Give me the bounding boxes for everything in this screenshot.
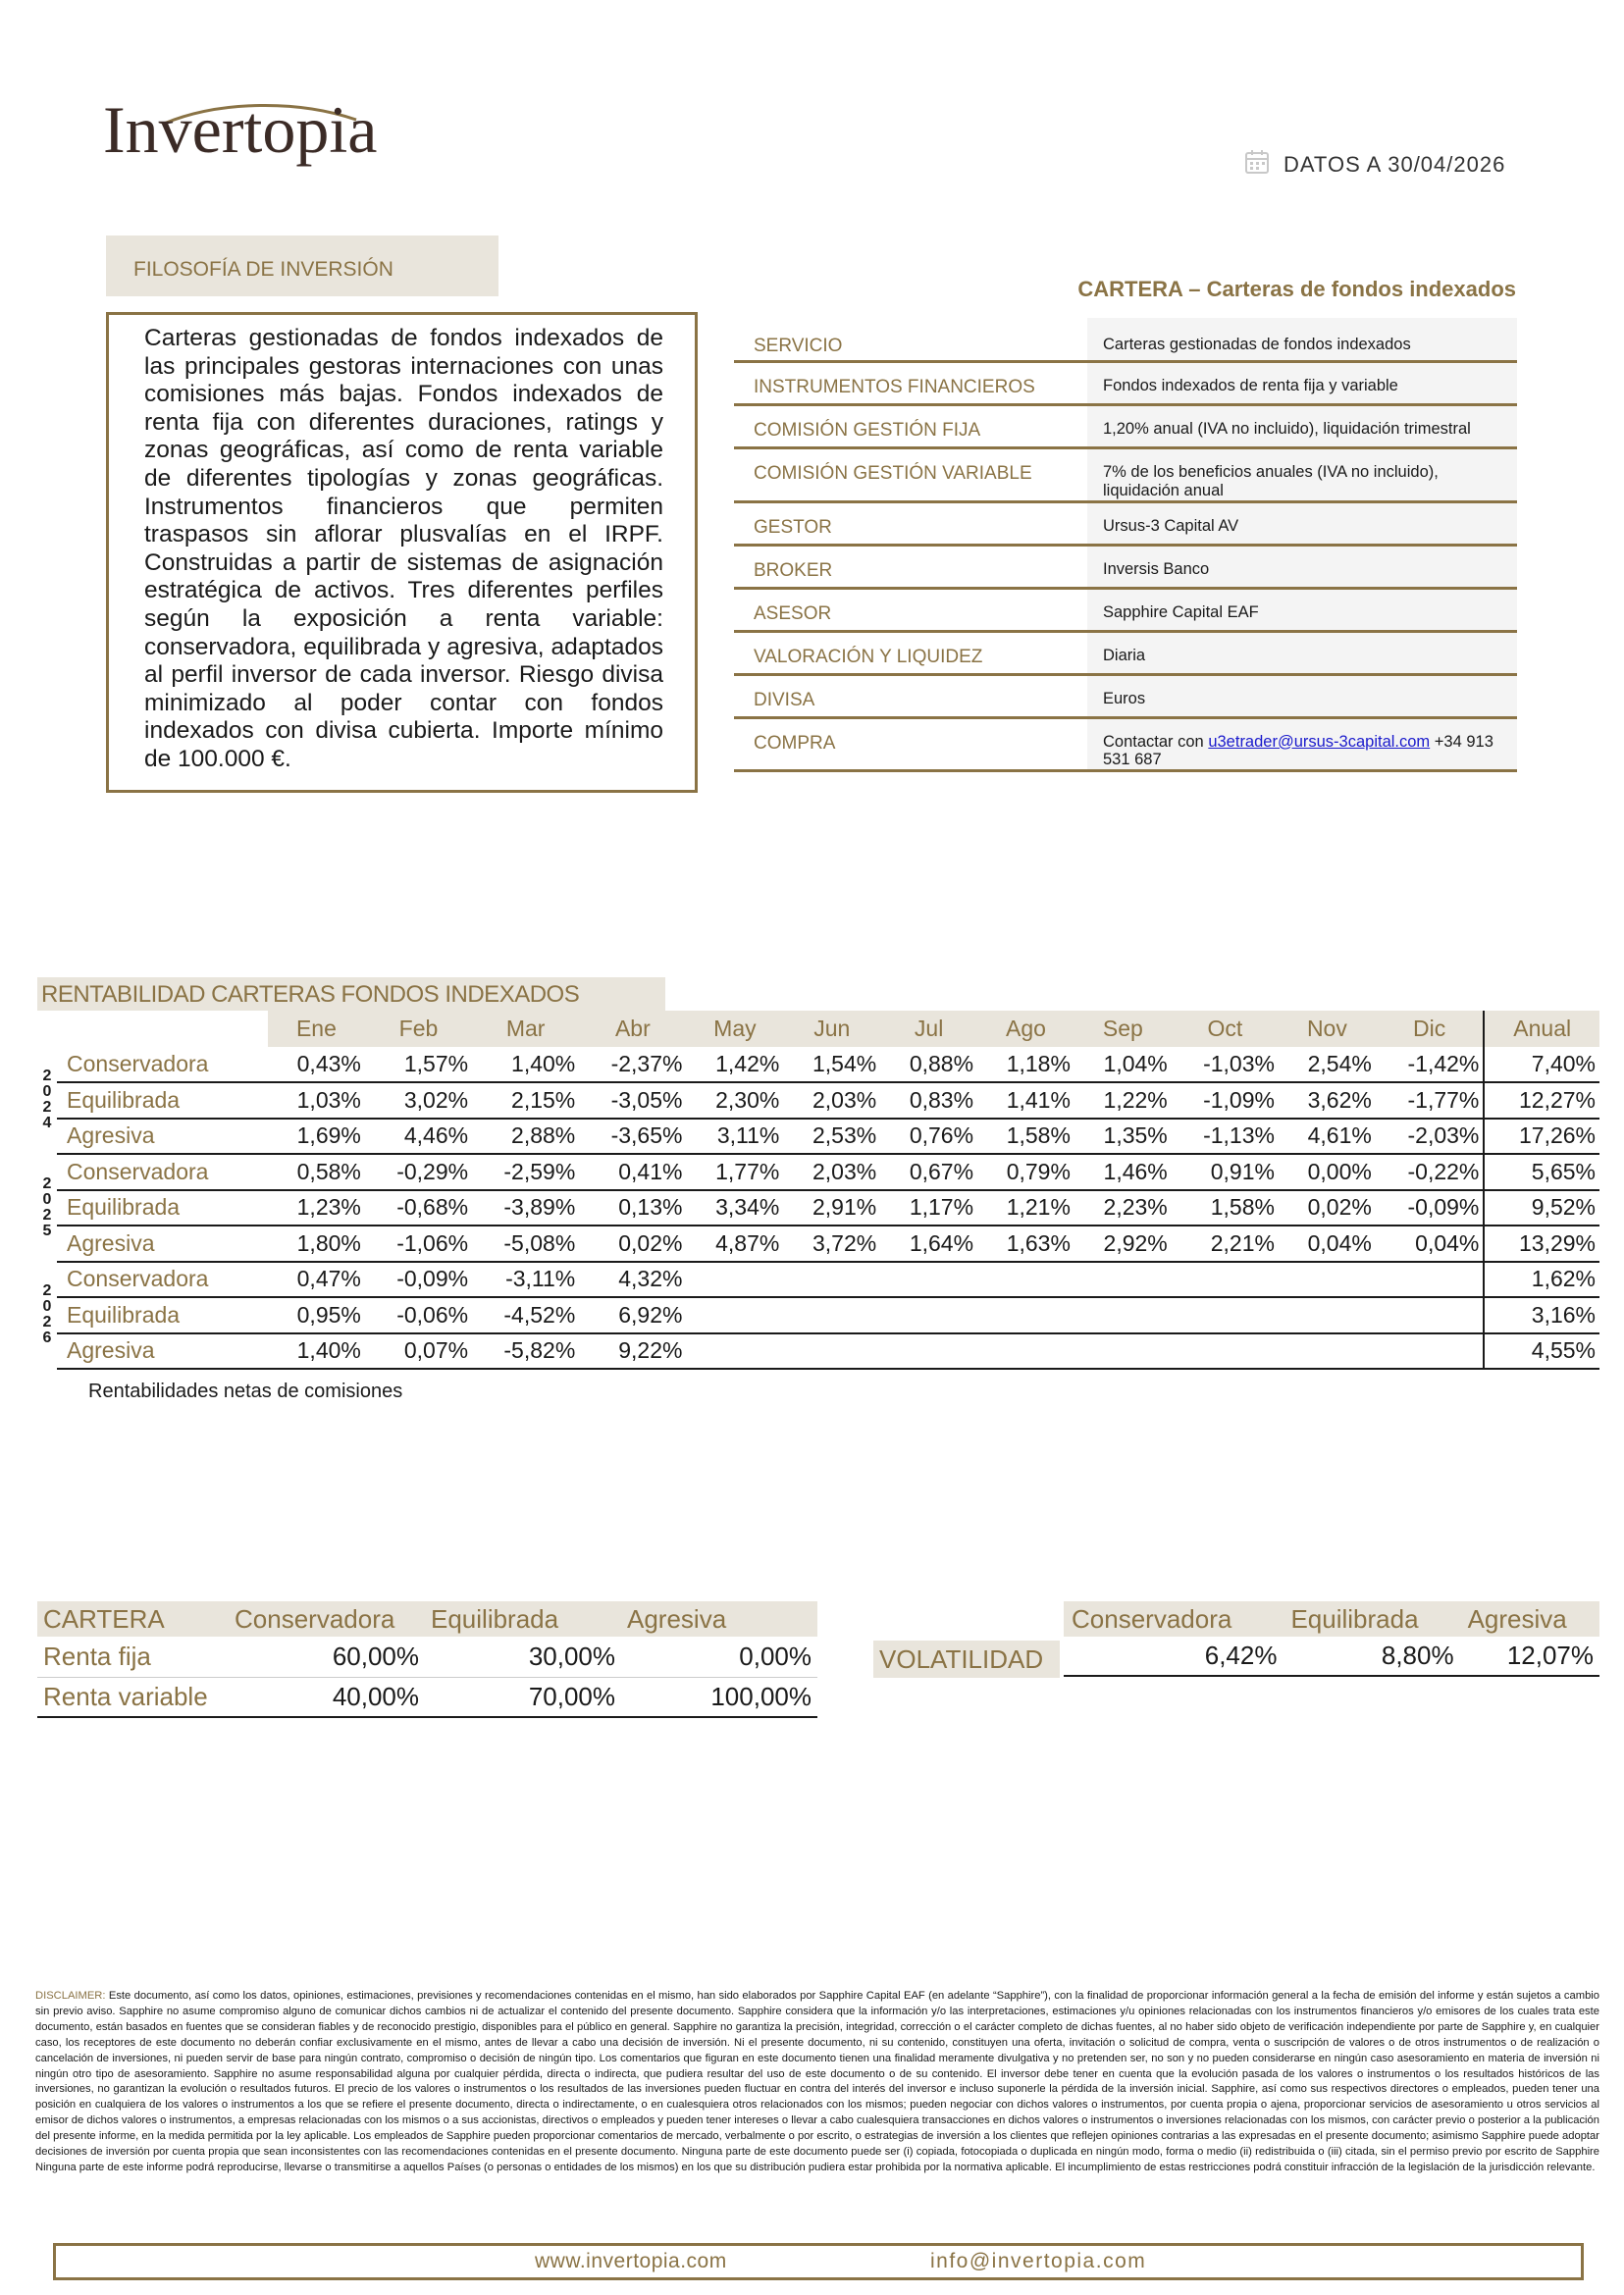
returns-row	[37, 1333, 1599, 1370]
monthly-return: 3,62%	[1279, 1082, 1376, 1119]
returns-row	[37, 1226, 1599, 1262]
monthly-return: 4,32%	[579, 1262, 686, 1298]
cartera-info-row	[734, 545, 1517, 588]
monthly-return: 1,58%	[977, 1119, 1074, 1155]
monthly-return: 4,87%	[686, 1226, 783, 1262]
monthly-return: 2,54%	[1279, 1047, 1376, 1083]
monthly-return: -3,11%	[472, 1262, 579, 1298]
monthly-return	[783, 1262, 880, 1298]
profile-label: Conservadora	[57, 1154, 268, 1190]
monthly-return: 2,21%	[1172, 1226, 1279, 1262]
monthly-return	[977, 1297, 1074, 1333]
allocation-header: Equilibrada	[425, 1601, 621, 1637]
contact-email-link[interactable]: u3etrader@ursus-3capital.com	[1208, 732, 1431, 751]
monthly-return	[686, 1262, 783, 1298]
year-label: 2 0 2 4	[42, 1068, 52, 1132]
monthly-return: 4,61%	[1279, 1119, 1376, 1155]
monthly-return: -0,29%	[365, 1154, 472, 1190]
monthly-return: 0,07%	[365, 1333, 472, 1370]
monthly-return	[1074, 1262, 1172, 1298]
returns-row	[37, 1119, 1599, 1155]
allocation-label: Renta variable	[37, 1677, 229, 1717]
monthly-return: -1,09%	[1172, 1082, 1279, 1119]
calendar-icon	[1244, 149, 1270, 175]
monthly-return: 4,46%	[365, 1119, 472, 1155]
monthly-return	[783, 1333, 880, 1370]
cartera-info-row	[734, 404, 1517, 447]
returns-row	[37, 1190, 1599, 1226]
monthly-return: -1,03%	[1172, 1047, 1279, 1083]
monthly-return: -1,42%	[1376, 1047, 1485, 1083]
monthly-return: 1,40%	[472, 1047, 579, 1083]
annual-return: 7,40%	[1484, 1047, 1599, 1083]
monthly-return: 1,23%	[268, 1190, 365, 1226]
monthly-return: 1,54%	[783, 1047, 880, 1083]
monthly-return: 1,40%	[268, 1333, 365, 1370]
footer-frame	[53, 2243, 1584, 2280]
cartera-info-label: COMISIÓN GESTIÓN FIJA	[734, 404, 1087, 447]
monthly-return	[1376, 1297, 1485, 1333]
month-header: Dic	[1376, 1011, 1485, 1047]
monthly-return: 1,58%	[1172, 1190, 1279, 1226]
cartera-info-value: Diaria	[1087, 631, 1517, 674]
cartera-info-value: Sapphire Capital EAF	[1087, 588, 1517, 631]
allocation-row	[37, 1637, 817, 1677]
monthly-return: 0,88%	[880, 1047, 977, 1083]
monthly-return: 1,69%	[268, 1119, 365, 1155]
monthly-return: 1,42%	[686, 1047, 783, 1083]
returns-row	[37, 1082, 1599, 1119]
monthly-return	[1279, 1333, 1376, 1370]
monthly-return	[1172, 1297, 1279, 1333]
annual-header: Anual	[1484, 1011, 1599, 1047]
cartera-info-row	[734, 717, 1517, 770]
annual-return: 12,27%	[1484, 1082, 1599, 1119]
monthly-return: 9,22%	[579, 1333, 686, 1370]
monthly-return: 2,15%	[472, 1082, 579, 1119]
contact-prefix: Contactar con	[1103, 732, 1204, 751]
disclaimer-text: Este documento, así como los datos, opiniones, estimaciones, previsiones y recomendaciones contenidas en el mismo, han sido elaborados por Sapphire Capital EAF (en adelante “Sapphire”), con la finalidad de proporcionar información general a la fecha de emisión del informe y están sujetos a cambio sin previo aviso. Sapphire no asume compromiso alguno de comunicar dichos cambios ni de actualizar el contenido del presente documento. Sapphire considera que la información y/o las interpretaciones, estimaciones y/u opiniones relacionadas con los instrumentos financieros y/o emisores de los cuales trata este documento, están basados en fuentes que se consideran fiables y de reconocido prestigio, disponibles para el público en general. Sapphire no garantiza la precisión, integridad, corrección o el carácter completo de dichas fuentes, al no haber sido objeto de verificación independiente por parte de Sapphire y, en cualquier caso, los receptores de este documento no deberán confiar exclusivamente en el mismo, antes de llevar a cabo una decisión de inversión. Ni el presente documento, ni su contenido, constituyen una oferta, invitación o solicitud de compra, venta o suscripción de valores o de otros instrumentos o de realización o cancelación de inversiones, ni pueden servir de base para ningún contrato, compromiso o decisión de ningún tipo. Los comentarios que figuran en este documento tienen una finalidad meramente divulgativa y no pretenden ser, no son y no pueden considerarse en ningún caso asesoramiento en materia de inversión ni ningún otro tipo de asesoramiento. Sapphire no asume responsabilidad alguna por cualquier pérdida, directa o indirecta, que pudiera resultar del uso de este documento o de su contenido. El inversor debe tener en cuenta que la evolución pasada de los valores o instrumentos o los resultados históricos de las inversiones, no garantizan la evolución o resultados futuros. El precio de los valores o instrumentos o los resultados de las inversiones pueden fluctuar en contra del interés del inversor e incluso suponerle la pérdida de la inversión inicial. Sapphire, así como sus respectivos directores o empleados, pueden tener una posición en cualquiera de los valores o instrumentos a los que se refiere el presente documento, directa o indirectamente, o en cualesquiera otros relacionados con los mismos; pueden negociar con dichos valores o instrumentos, por cuenta propia o ajena, proporcionar servicios de asesoramiento u otros servicios al emisor de dichos valores o instrumentos, a empresas relacionadas con los mismos o a sus accionistas, directivos o empleados y pueden tener intereses o llevar a cabo cualesquiera transacciones en dichos valores o instrumentos o inversiones relacionadas con los mismos, con carácter previo o posterior a la publicación del presente informe, en la medida permitida por la ley aplicable. Los empleados de Sapphire pueden proporcionar comentarios de mercado, verbalmente o por escrito, o estrategias de inversión a los clientes que reflejen opiniones contrarias a las expresadas en el presente documento; asimismo Sapphire puede adoptar decisiones de inversión por cuenta propia que sean inconsistentes con las recomendaciones contenidas en el presente documento. Ninguna parte de este documento puede ser (i) copiada, fotocopiada o duplicada en ningún modo, forma o medio (ii) redistribuida o (iii) citada, sin el permiso previo por escrito de Sapphire Ninguna parte de este informe podrá reproducirse, llevarse o transmitirse a aquellos Países (o personas o entidades de los mismos) en los que su distribución pudiera estar prohibida por la normativa aplicable. El incumplimiento de estas restricciones podrá constituir infracción de la legislación de la jurisdicción relevante.	[35, 1990, 1599, 2173]
returns-table	[37, 1011, 1599, 1370]
monthly-return	[1376, 1333, 1485, 1370]
annual-return: 9,52%	[1484, 1190, 1599, 1226]
returns-row	[37, 1297, 1599, 1333]
invertopia-logo[interactable]: Invertopia	[103, 92, 378, 167]
allocation-value: 70,00%	[425, 1677, 621, 1717]
monthly-return: 0,76%	[880, 1119, 977, 1155]
profile-label: Agresiva	[57, 1119, 268, 1155]
monthly-return: -5,08%	[472, 1226, 579, 1262]
monthly-return: -3,89%	[472, 1190, 579, 1226]
monthly-return: 1,03%	[268, 1082, 365, 1119]
monthly-return: -2,37%	[579, 1047, 686, 1083]
philosophy-box	[106, 312, 698, 793]
cartera-info-value: Carteras gestionadas de fondos indexados	[1087, 318, 1517, 361]
monthly-return: 6,92%	[579, 1297, 686, 1333]
monthly-return: -0,09%	[365, 1262, 472, 1298]
footer-website-link[interactable]: www.invertopia.com	[535, 2250, 727, 2272]
monthly-return	[880, 1333, 977, 1370]
cartera-info-value: Fondos indexados de renta fija y variable	[1087, 361, 1517, 404]
cartera-info-label: INSTRUMENTOS FINANCIEROS	[734, 361, 1087, 404]
annual-return: 3,16%	[1484, 1297, 1599, 1333]
header-blank	[37, 1011, 57, 1047]
annual-return: 17,26%	[1484, 1119, 1599, 1155]
monthly-return: 3,34%	[686, 1190, 783, 1226]
cartera-info-row	[734, 674, 1517, 717]
profile-label: Agresiva	[57, 1226, 268, 1262]
cartera-info-row	[734, 447, 1517, 501]
allocation-value: 60,00%	[229, 1637, 425, 1677]
month-header: Mar	[472, 1011, 579, 1047]
cartera-info-label: BROKER	[734, 545, 1087, 588]
cartera-info-label: COMISIÓN GESTIÓN VARIABLE	[734, 447, 1087, 501]
disclaimer-label: DISCLAIMER:	[35, 1990, 106, 2002]
allocation-value: 40,00%	[229, 1677, 425, 1717]
volatility-value: 12,07%	[1460, 1637, 1599, 1676]
cartera-title: CARTERA – Carteras de fondos indexados	[1077, 277, 1516, 301]
monthly-return	[686, 1297, 783, 1333]
returns-row	[37, 1262, 1599, 1298]
monthly-return: 3,02%	[365, 1082, 472, 1119]
monthly-return: 0,02%	[579, 1226, 686, 1262]
cartera-info-row	[734, 631, 1517, 674]
cartera-info-value: 7% de los beneficios anuales (IVA no incluido), liquidación anual	[1087, 447, 1517, 501]
cartera-info-label: ASESOR	[734, 588, 1087, 631]
annual-return: 4,55%	[1484, 1333, 1599, 1370]
cartera-info-row	[734, 501, 1517, 545]
monthly-return: -0,09%	[1376, 1190, 1485, 1226]
volatility-value: 8,80%	[1283, 1637, 1459, 1676]
monthly-return: -3,05%	[579, 1082, 686, 1119]
monthly-return: -2,03%	[1376, 1119, 1485, 1155]
philosophy-text: Carteras gestionadas de fondos indexados de las principales gestoras internaciones con unas comisiones más bajas. Fondos indexados de renta fija con diferentes duraciones, ratings y zonas geográficas, así como de renta variable de diferentes tipologías y zonas geográficas. Instrumentos financieros que permiten traspasos sin aflorar plusvalías en el IRPF. Construidas a partir de sistemas de asignación estratégica de activos. Tres diferentes perfiles según la exposición a renta variable: conservadora, equilibrada y agresiva, adaptados al perfil inversor de cada inversor. Riesgo divisa minimizado al poder contar con fondos indexados con divisa cubierta. Importe mínimo de 100.000 €.	[144, 325, 663, 772]
cartera-info-value: Euros	[1087, 674, 1517, 717]
monthly-return: 1,18%	[977, 1047, 1074, 1083]
profile-label: Equilibrada	[57, 1082, 268, 1119]
monthly-return: 1,17%	[880, 1190, 977, 1226]
returns-row	[37, 1047, 1599, 1083]
monthly-return	[1074, 1297, 1172, 1333]
monthly-return: -1,06%	[365, 1226, 472, 1262]
returns-row	[37, 1154, 1599, 1190]
monthly-return: 0,95%	[268, 1297, 365, 1333]
volatility-header: Equilibrada	[1283, 1601, 1459, 1637]
footer-email-link[interactable]: info@invertopia.com	[930, 2250, 1147, 2272]
month-header: Ago	[977, 1011, 1074, 1047]
monthly-return: 0,00%	[1279, 1154, 1376, 1190]
monthly-return: 0,58%	[268, 1154, 365, 1190]
month-header: Abr	[579, 1011, 686, 1047]
monthly-return: 1,21%	[977, 1190, 1074, 1226]
cartera-info-label: DIVISA	[734, 674, 1087, 717]
cartera-info-label: SERVICIO	[734, 318, 1087, 361]
volatility-label: VOLATILIDAD	[873, 1641, 1060, 1678]
monthly-return: 0,13%	[579, 1190, 686, 1226]
monthly-return	[1172, 1333, 1279, 1370]
disclaimer	[35, 1989, 1599, 2176]
header-blank	[57, 1011, 268, 1047]
allocation-value: 0,00%	[621, 1637, 817, 1677]
monthly-return: -3,65%	[579, 1119, 686, 1155]
monthly-return: 0,02%	[1279, 1190, 1376, 1226]
monthly-return	[977, 1262, 1074, 1298]
month-header: Feb	[365, 1011, 472, 1047]
cartera-info-label: GESTOR	[734, 501, 1087, 545]
monthly-return: 2,53%	[783, 1119, 880, 1155]
volatility-header: Conservadora	[1064, 1601, 1283, 1637]
allocation-header: CARTERA	[37, 1601, 229, 1637]
allocation-value: 100,00%	[621, 1677, 817, 1717]
cartera-info-label: VALORACIÓN Y LIQUIDEZ	[734, 631, 1087, 674]
monthly-return: 0,43%	[268, 1047, 365, 1083]
month-header: Nov	[1279, 1011, 1376, 1047]
monthly-return	[686, 1333, 783, 1370]
profile-label: Equilibrada	[57, 1190, 268, 1226]
monthly-return: 2,03%	[783, 1082, 880, 1119]
philosophy-title: FILOSOFÍA DE INVERSIÓN	[106, 235, 498, 296]
monthly-return: 0,83%	[880, 1082, 977, 1119]
monthly-return: -0,06%	[365, 1297, 472, 1333]
report-date: DATOS A 30/04/2026	[1283, 152, 1506, 177]
cartera-info-value: 1,20% anual (IVA no incluido), liquidación trimestral	[1087, 404, 1517, 447]
monthly-return	[783, 1297, 880, 1333]
monthly-return: 1,35%	[1074, 1119, 1172, 1155]
cartera-info-label: COMPRA	[734, 717, 1087, 770]
monthly-return	[1279, 1262, 1376, 1298]
annual-return: 5,65%	[1484, 1154, 1599, 1190]
cartera-info-row	[734, 318, 1517, 361]
allocation-label: Renta fija	[37, 1637, 229, 1677]
annual-return: 1,62%	[1484, 1262, 1599, 1298]
monthly-return	[1376, 1262, 1485, 1298]
monthly-return: 1,80%	[268, 1226, 365, 1262]
monthly-return: 1,64%	[880, 1226, 977, 1262]
returns-note: Rentabilidades netas de comisiones	[88, 1381, 403, 1402]
monthly-return: 2,92%	[1074, 1226, 1172, 1262]
cartera-info-value: Inversis Banco	[1087, 545, 1517, 588]
cartera-info-value	[1087, 717, 1517, 770]
allocation-header: Conservadora	[229, 1601, 425, 1637]
monthly-return	[1074, 1333, 1172, 1370]
monthly-return	[880, 1262, 977, 1298]
cartera-info-value: Ursus-3 Capital AV	[1087, 501, 1517, 545]
month-header: Jul	[880, 1011, 977, 1047]
monthly-return: 1,22%	[1074, 1082, 1172, 1119]
monthly-return: 2,23%	[1074, 1190, 1172, 1226]
cartera-info-row	[734, 588, 1517, 631]
monthly-return: -1,77%	[1376, 1082, 1485, 1119]
monthly-return	[1172, 1262, 1279, 1298]
monthly-return	[1279, 1297, 1376, 1333]
monthly-return: 0,41%	[579, 1154, 686, 1190]
allocation-row	[37, 1677, 817, 1717]
monthly-return: 2,30%	[686, 1082, 783, 1119]
monthly-return: 1,04%	[1074, 1047, 1172, 1083]
monthly-return	[880, 1297, 977, 1333]
monthly-return: 2,88%	[472, 1119, 579, 1155]
monthly-return: 3,11%	[686, 1119, 783, 1155]
month-header: Jun	[783, 1011, 880, 1047]
monthly-return: 0,47%	[268, 1262, 365, 1298]
monthly-return: -0,22%	[1376, 1154, 1485, 1190]
monthly-return: 1,63%	[977, 1226, 1074, 1262]
volatility-value: 6,42%	[1064, 1637, 1283, 1676]
allocation-header: Agresiva	[621, 1601, 817, 1637]
monthly-return	[977, 1333, 1074, 1370]
profile-label: Agresiva	[57, 1333, 268, 1370]
profile-label: Conservadora	[57, 1262, 268, 1298]
monthly-return: -5,82%	[472, 1333, 579, 1370]
year-label: 2 0 2 5	[42, 1174, 52, 1239]
monthly-return: -1,13%	[1172, 1119, 1279, 1155]
contact-phone: +34 913 531 687	[1103, 732, 1493, 768]
year-label: 2 0 2 6	[42, 1282, 52, 1347]
monthly-return: 2,03%	[783, 1154, 880, 1190]
month-header: Sep	[1074, 1011, 1172, 1047]
allocation-value: 30,00%	[425, 1637, 621, 1677]
monthly-return: 1,41%	[977, 1082, 1074, 1119]
monthly-return: -0,68%	[365, 1190, 472, 1226]
monthly-return: 1,46%	[1074, 1154, 1172, 1190]
profile-label: Conservadora	[57, 1047, 268, 1083]
month-header: Ene	[268, 1011, 365, 1047]
monthly-return: 2,91%	[783, 1190, 880, 1226]
monthly-return: 0,67%	[880, 1154, 977, 1190]
annual-return: 13,29%	[1484, 1226, 1599, 1262]
monthly-return: 0,04%	[1279, 1226, 1376, 1262]
allocation-table	[37, 1601, 817, 1718]
cartera-info-table	[734, 318, 1517, 772]
cartera-info-row	[734, 361, 1517, 404]
monthly-return: -4,52%	[472, 1297, 579, 1333]
monthly-return: 0,91%	[1172, 1154, 1279, 1190]
returns-title: RENTABILIDAD CARTERAS FONDOS INDEXADOS	[37, 977, 665, 1011]
monthly-return: 3,72%	[783, 1226, 880, 1262]
monthly-return: 0,04%	[1376, 1226, 1485, 1262]
volatility-header: Agresiva	[1460, 1601, 1599, 1637]
monthly-return: 1,57%	[365, 1047, 472, 1083]
month-header: May	[686, 1011, 783, 1047]
monthly-return: -2,59%	[472, 1154, 579, 1190]
volatility-table	[1064, 1601, 1599, 1677]
monthly-return: 1,77%	[686, 1154, 783, 1190]
month-header: Oct	[1172, 1011, 1279, 1047]
monthly-return: 0,79%	[977, 1154, 1074, 1190]
profile-label: Equilibrada	[57, 1297, 268, 1333]
